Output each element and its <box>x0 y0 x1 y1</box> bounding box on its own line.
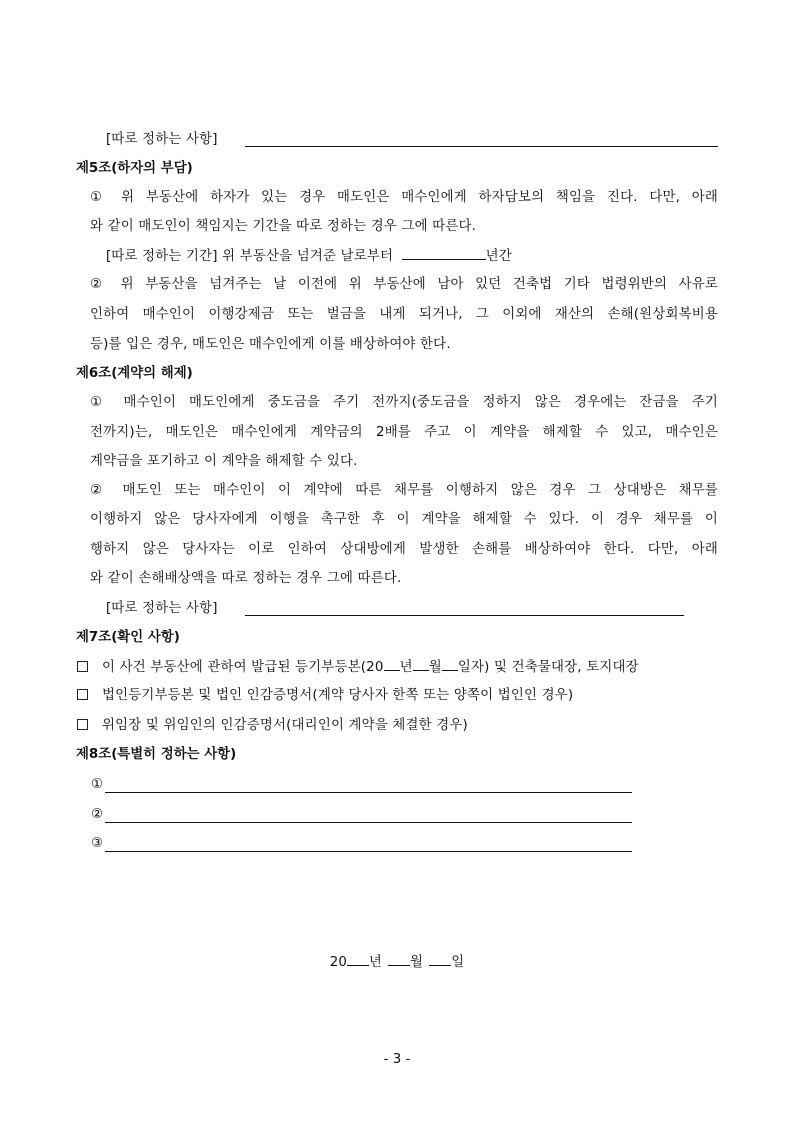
article6-heading: 제6조(계약의 해제) <box>76 366 193 381</box>
article7-item2-text: 법인등기부등본 및 법인 인감증명서(계약 당사자 한쪽 또는 양쪽이 법인인 경우) <box>102 688 574 703</box>
article5-period-unit: 년간 <box>485 249 512 264</box>
article5-p1-line1: ① 위 부동산에 하자가 있는 경우 매도인은 매수인에게 하자담보의 책임을 진다. 다만, 아래 <box>90 190 718 205</box>
article7-item1-year-label: 년 <box>399 660 413 675</box>
checkbox-icon[interactable] <box>77 719 88 730</box>
article5-p1-line2: 와 같이 매도인이 책임지는 기간을 따로 정하는 경우 그에 따른다. <box>90 219 477 234</box>
article6-clause-blank[interactable] <box>245 615 684 616</box>
article8-marker-1: ① <box>91 777 104 792</box>
article7-item1 <box>77 658 639 677</box>
article8-blank-3[interactable] <box>105 851 632 852</box>
date-year-prefix: 20 <box>329 955 347 970</box>
date-day-label: 일 <box>451 955 465 970</box>
checkbox-icon[interactable] <box>77 661 88 672</box>
article5-period-label: [따로 정하는 기간] 위 부동산을 넘겨준 날로부터 <box>106 249 394 264</box>
article5-period-blank[interactable] <box>402 247 486 260</box>
article8-marker-3: ③ <box>91 836 104 851</box>
article6-p2-line1: ② 매도인 또는 매수인이 이 계약에 따른 채무를 이행하지 않은 경우 그 상대방은 채무를 <box>90 483 718 498</box>
date-line <box>0 953 794 972</box>
top-clause-label: [따로 정하는 사항] <box>106 132 218 147</box>
article8-blank-1[interactable] <box>105 792 632 793</box>
article7-year-blank[interactable] <box>384 658 400 671</box>
article7-item2 <box>77 687 573 705</box>
article8-heading: 제8조(특별히 정하는 사항) <box>76 747 237 762</box>
article7-item1-text-d: 일자) 및 건축물대장, 토지대장 <box>457 660 639 675</box>
article7-item3-text: 위임장 및 위임인의 인감증명서(대리인이 계약을 체결한 경우) <box>102 718 468 733</box>
article7-heading: 제7조(확인 사항) <box>76 630 180 645</box>
article8-marker-2: ② <box>91 807 104 822</box>
date-day-blank[interactable] <box>429 953 451 966</box>
article7-month-blank[interactable] <box>413 658 429 671</box>
article6-clause-label: [따로 정하는 사항] <box>106 601 218 616</box>
date-month-label: 월 <box>410 955 423 970</box>
top-clause-blank[interactable] <box>245 146 718 147</box>
article6-p1-line1: ① 매수인이 매도인에게 중도금을 주기 전까지(중도금을 정하지 않은 경우에는 잔금을 주기 <box>90 395 718 410</box>
date-year-blank[interactable] <box>347 953 369 966</box>
page-number: - 3 - <box>383 1052 411 1067</box>
article7-item1-text-a: 이 사건 부동산에 관하여 발급된 등기부등본(20 <box>102 660 384 675</box>
article7-day-blank[interactable] <box>442 658 458 671</box>
article5-heading: 제5조(하자의 부담) <box>76 161 193 176</box>
article6-p1-line3: 계약금을 포기하고 이 계약을 해제할 수 있다. <box>90 454 358 469</box>
article5-p2-line2: 인하여 매수인이 이행강제금 또는 벌금을 내게 되거나, 그 이외에 재산의 손해(원상회복비용 <box>90 307 718 322</box>
article5-p2-line3: 등)를 입은 경우, 매도인은 매수인에게 이를 배상하여야 한다. <box>90 337 451 352</box>
checkbox-icon[interactable] <box>77 689 88 700</box>
article8-blank-2[interactable] <box>105 822 632 823</box>
article5-period-row <box>106 247 512 266</box>
article6-p2-line3: 행하지 않은 당사자는 이로 인하여 상대방에게 발생한 손해를 배상하여야 한다. 다만, 아래 <box>90 542 718 557</box>
article6-p1-line2: 전까지)는, 매도인은 매수인에게 계약금의 2배를 주고 이 계약을 해제할 수 있고, 매수인은 <box>90 425 718 440</box>
article5-p2-line1: ② 위 부동산을 넘겨주는 날 이전에 위 부동산에 남아 있던 건축법 기타 법령위반의 사유로 <box>90 277 718 292</box>
date-year-label: 년 <box>368 955 382 970</box>
article7-item3 <box>77 717 468 735</box>
article6-p2-line4: 와 같이 손해배상액을 따로 정하는 경우 그에 따른다. <box>90 571 402 586</box>
date-month-blank[interactable] <box>388 953 410 966</box>
article7-item1-month-label: 월 <box>428 660 442 675</box>
article6-p2-line2: 이행하지 않은 당사자에게 이행을 촉구한 후 이 계약을 해제할 수 있다. 이 경우 채무를 이 <box>90 512 718 527</box>
